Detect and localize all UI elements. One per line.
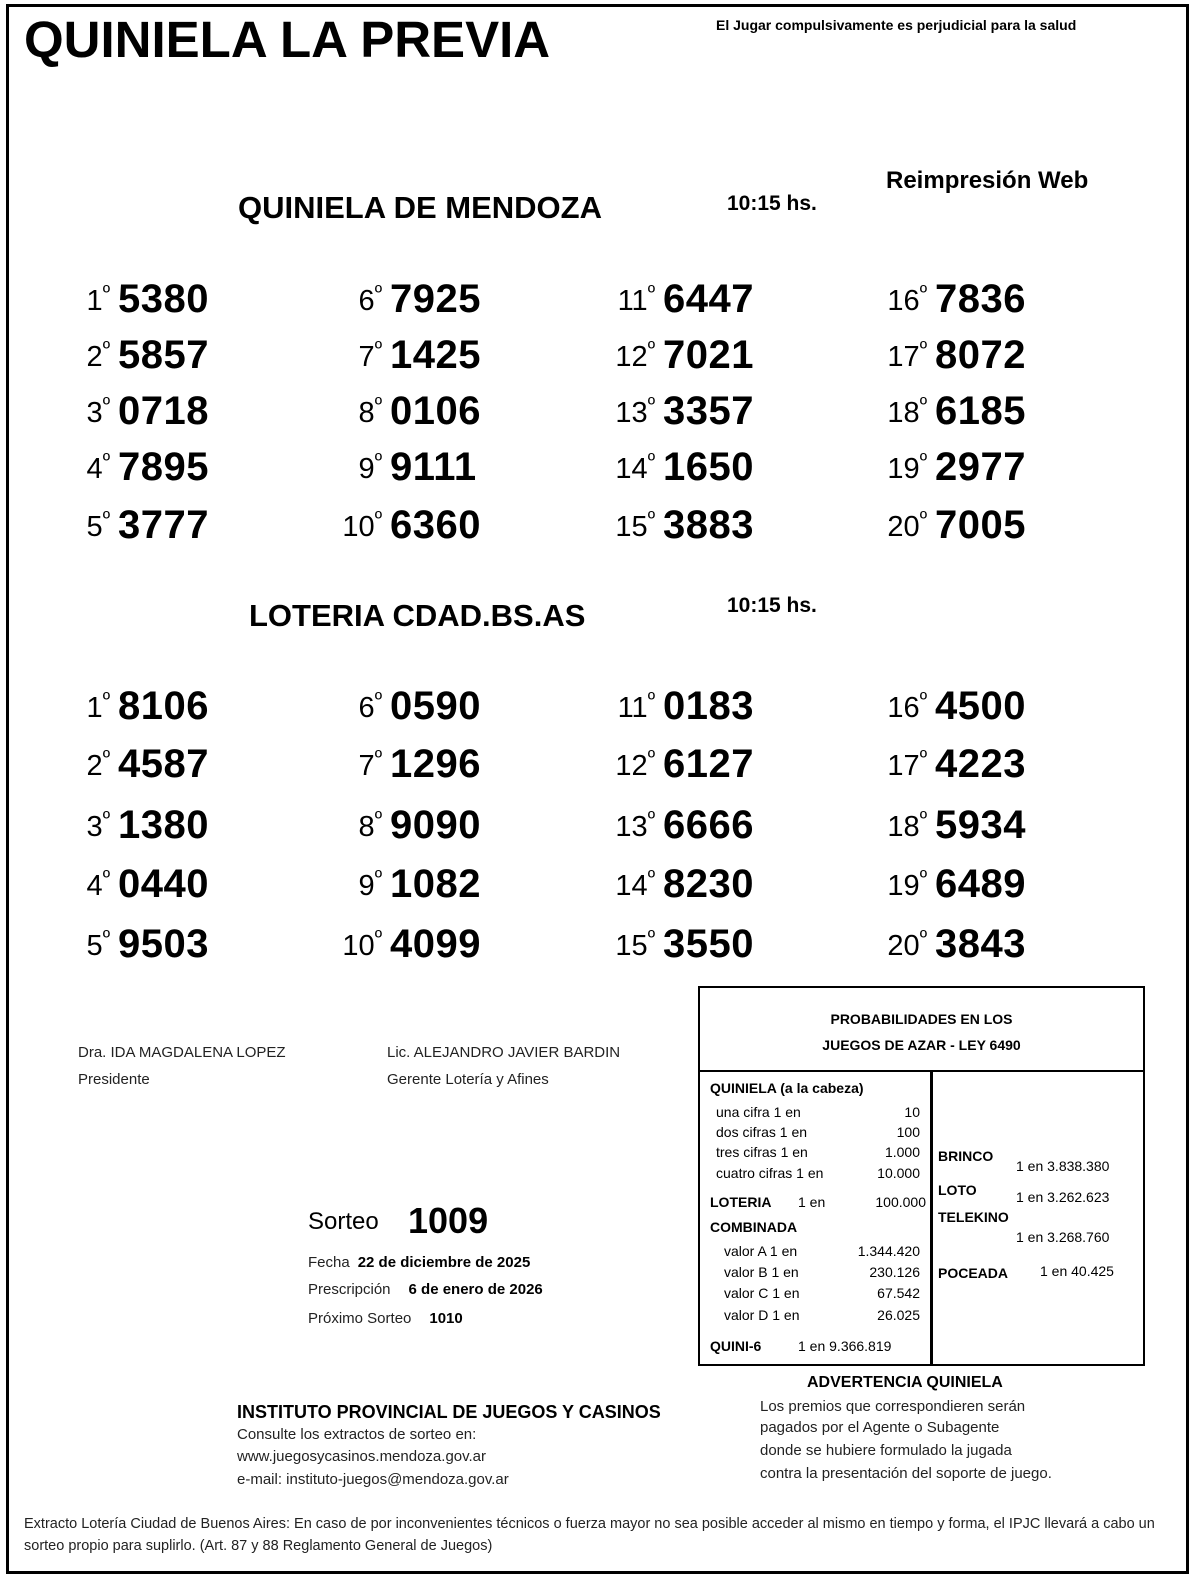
signature-left-role: Presidente	[78, 1071, 150, 1088]
result-position-number: 14	[615, 453, 648, 485]
proximo-row	[308, 1310, 463, 1327]
ordinal-mark: º	[374, 338, 382, 360]
result-position	[615, 808, 655, 844]
ordinal-mark: º	[647, 508, 655, 530]
result-number: 1296	[390, 742, 481, 786]
result-position-number: 5	[86, 511, 103, 543]
result-cell	[545, 796, 805, 852]
result-number: 4500	[935, 684, 1026, 728]
ordinal-mark: º	[102, 282, 110, 304]
result-number: 9090	[390, 803, 481, 847]
ordinal-mark: º	[919, 282, 927, 304]
result-cell	[817, 735, 1077, 791]
result-cell	[545, 382, 805, 438]
result-position-number: 9	[358, 453, 375, 485]
result-number: 4587	[118, 742, 209, 786]
poceada-prob-value: 1 en 40.425	[1040, 1263, 1114, 1279]
result-position-number: 17	[887, 750, 920, 782]
result-cell	[817, 677, 1077, 733]
reprint-label: Reimpresión Web	[886, 167, 1089, 194]
advertencia-line: donde se hubiere formulado la jugada	[760, 1442, 1012, 1459]
ordinal-mark: º	[102, 338, 110, 360]
result-cell	[0, 496, 260, 552]
result-number: 1082	[390, 862, 481, 906]
fecha-label: Fecha	[308, 1254, 350, 1271]
result-cell	[0, 735, 260, 791]
advertencia-line: contra la presentación del soporte de juego.	[760, 1465, 1052, 1482]
brinco-prob-value: 1 en 3.838.380	[1016, 1158, 1110, 1174]
result-cell	[272, 915, 532, 971]
loteria-prob-value: 100.000	[875, 1194, 926, 1210]
prescripcion-value: 6 de enero de 2026	[408, 1281, 543, 1298]
result-position-number: 10	[342, 930, 375, 962]
result-position	[359, 689, 382, 725]
ordinal-mark: º	[647, 338, 655, 360]
institute-website: www.juegosycasinos.mendoza.gov.ar	[237, 1448, 487, 1465]
ordinal-mark: º	[374, 689, 382, 711]
result-position-number: 2	[86, 750, 103, 782]
result-number: 3843	[935, 922, 1026, 966]
section-title-mendoza: QUINIELA DE MENDOZA	[238, 190, 602, 225]
ordinal-mark: º	[374, 450, 382, 472]
result-position-number: 8	[358, 811, 375, 843]
result-position-number: 7	[358, 341, 375, 373]
page-title: QUINIELA LA PREVIA	[24, 11, 551, 68]
telekino-prob-label: TELEKINO	[938, 1209, 1009, 1225]
quiniela-prob-value: 10	[904, 1104, 920, 1120]
result-cell	[545, 735, 805, 791]
result-position	[87, 808, 110, 844]
signature-right-name: Lic. ALEJANDRO JAVIER BARDIN	[387, 1044, 621, 1061]
result-cell	[0, 382, 260, 438]
result-cell	[272, 855, 532, 911]
result-position	[359, 450, 382, 486]
ordinal-mark: º	[647, 867, 655, 889]
ordinal-mark: º	[647, 394, 655, 416]
quiniela-prob-title: QUINIELA (a la cabeza)	[710, 1080, 864, 1096]
result-position	[87, 927, 110, 963]
result-number: 9503	[118, 922, 209, 966]
ordinal-mark: º	[374, 508, 382, 530]
result-position	[615, 394, 655, 430]
result-position	[887, 689, 927, 725]
prescripcion-label: Prescripción	[308, 1281, 391, 1298]
result-cell	[545, 677, 805, 733]
result-number: 3357	[663, 389, 754, 433]
result-number: 3883	[663, 503, 754, 547]
result-cell	[272, 326, 532, 382]
section-title-loteria: LOTERIA CDAD.BS.AS	[249, 598, 586, 633]
result-cell	[545, 496, 805, 552]
result-position	[887, 808, 927, 844]
ordinal-mark: º	[919, 867, 927, 889]
result-number: 8230	[663, 862, 754, 906]
result-position	[618, 282, 655, 318]
institute-consult-text: Consulte los extractos de sorteo en:	[237, 1426, 477, 1443]
result-position	[359, 808, 382, 844]
result-cell	[272, 677, 532, 733]
ordinal-mark: º	[919, 689, 927, 711]
result-cell	[545, 270, 805, 326]
result-cell	[0, 677, 260, 733]
result-position	[887, 338, 927, 374]
combinada-prob-value: 230.126	[869, 1264, 920, 1280]
ordinal-mark: º	[102, 450, 110, 472]
result-cell	[0, 326, 260, 382]
loteria-prob-label: LOTERIA	[710, 1194, 772, 1210]
result-position-number: 18	[887, 397, 920, 429]
result-position	[359, 867, 382, 903]
result-cell	[545, 438, 805, 494]
result-number: 1425	[390, 333, 481, 377]
result-position	[87, 450, 110, 486]
result-position-number: 3	[86, 811, 103, 843]
result-position	[615, 747, 655, 783]
result-position	[887, 450, 927, 486]
ordinal-mark: º	[919, 508, 927, 530]
result-position	[887, 867, 927, 903]
signature-right-role: Gerente Lotería y Afines	[387, 1071, 549, 1088]
ordinal-mark: º	[102, 508, 110, 530]
result-position-number: 1	[86, 285, 103, 317]
ordinal-mark: º	[102, 808, 110, 830]
result-number: 7005	[935, 503, 1026, 547]
prescripcion-row	[308, 1281, 543, 1298]
result-position	[618, 689, 655, 725]
result-cell	[817, 270, 1077, 326]
result-number: 1380	[118, 803, 209, 847]
result-number: 6360	[390, 503, 481, 547]
quiniela-prob-label: tres cifras 1 en	[716, 1144, 808, 1160]
result-cell	[0, 915, 260, 971]
ordinal-mark: º	[374, 747, 382, 769]
probabilities-box	[698, 986, 1145, 1366]
result-number: 1650	[663, 445, 754, 489]
result-position-number: 18	[887, 811, 920, 843]
result-position-number: 12	[615, 750, 648, 782]
result-cell	[545, 915, 805, 971]
result-position-number: 20	[887, 511, 920, 543]
result-number: 5857	[118, 333, 209, 377]
result-number: 2977	[935, 445, 1026, 489]
combinada-prob-value: 1.344.420	[857, 1243, 920, 1259]
section-time-mendoza: 10:15 hs.	[727, 192, 817, 215]
ordinal-mark: º	[374, 282, 382, 304]
result-number: 4223	[935, 742, 1026, 786]
result-position-number: 15	[615, 930, 648, 962]
result-cell	[817, 855, 1077, 911]
gambling-warning: El Jugar compulsivamente es perjudicial para la salud	[716, 17, 1077, 33]
result-position-number: 8	[358, 397, 375, 429]
ordinal-mark: º	[374, 394, 382, 416]
result-position-number: 11	[617, 285, 648, 317]
proximo-value: 1010	[429, 1310, 463, 1327]
quini6-prob-label: QUINI-6	[710, 1338, 762, 1354]
ordinal-mark: º	[102, 689, 110, 711]
ordinal-mark: º	[919, 808, 927, 830]
result-number: 7895	[118, 445, 209, 489]
institute-name: INSTITUTO PROVINCIAL DE JUEGOS Y CASINOS	[237, 1402, 661, 1422]
result-position	[887, 394, 927, 430]
result-cell	[0, 270, 260, 326]
ordinal-mark: º	[374, 927, 382, 949]
result-cell	[0, 796, 260, 852]
result-position	[359, 394, 382, 430]
result-position	[615, 508, 655, 544]
result-position	[87, 394, 110, 430]
result-position-number: 12	[615, 341, 648, 373]
result-position	[359, 338, 382, 374]
result-number: 6185	[935, 389, 1026, 433]
ordinal-mark: º	[647, 747, 655, 769]
result-number: 7925	[390, 277, 481, 321]
result-position-number: 16	[887, 692, 920, 724]
probabilities-divider	[930, 1072, 933, 1366]
result-position	[359, 282, 382, 318]
result-number: 9111	[390, 445, 477, 489]
result-number: 8106	[118, 684, 209, 728]
result-position-number: 3	[86, 397, 103, 429]
result-cell	[817, 796, 1077, 852]
result-position	[87, 689, 110, 725]
ordinal-mark: º	[374, 867, 382, 889]
combinada-prob-value: 26.025	[877, 1307, 920, 1323]
result-position	[342, 508, 382, 544]
result-position-number: 6	[358, 285, 375, 317]
result-position-number: 1	[86, 692, 103, 724]
result-cell	[272, 735, 532, 791]
result-number: 7021	[663, 333, 754, 377]
telekino-prob-value: 1 en 3.268.760	[1016, 1229, 1110, 1245]
poceada-prob-label: POCEADA	[938, 1265, 1009, 1281]
result-position-number: 4	[86, 870, 103, 902]
result-position	[887, 927, 927, 963]
result-number: 0590	[390, 684, 481, 728]
result-number: 5934	[935, 803, 1026, 847]
result-cell	[817, 382, 1077, 438]
result-number: 7836	[935, 277, 1026, 321]
result-position-number: 10	[342, 511, 375, 543]
probabilities-header	[700, 988, 1143, 1072]
result-cell	[0, 855, 260, 911]
result-position	[887, 508, 927, 544]
quiniela-prob-value: 1.000	[884, 1144, 920, 1160]
advertencia-title: ADVERTENCIA QUINIELA	[807, 1374, 1003, 1391]
result-position-number: 14	[615, 870, 648, 902]
quiniela-prob-label: cuatro cifras 1 en	[716, 1165, 824, 1181]
result-number: 3777	[118, 503, 209, 547]
quiniela-prob-value: 100	[896, 1124, 920, 1140]
ordinal-mark: º	[919, 394, 927, 416]
ordinal-mark: º	[919, 338, 927, 360]
result-number: 0106	[390, 389, 481, 433]
result-cell	[817, 915, 1077, 971]
ordinal-mark: º	[919, 747, 927, 769]
result-position	[615, 450, 655, 486]
ordinal-mark: º	[102, 927, 110, 949]
result-cell	[545, 855, 805, 911]
result-position-number: 5	[86, 930, 103, 962]
result-position-number: 11	[617, 692, 648, 724]
loto-prob-value: 1 en 3.262.623	[1016, 1189, 1110, 1205]
advertencia-line: Los premios que correspondieren serán	[760, 1398, 1026, 1415]
combinada-prob-label: valor D 1 en	[724, 1307, 800, 1323]
quini6-prob-value: 1 en 9.366.819	[798, 1338, 892, 1354]
result-number: 0183	[663, 684, 754, 728]
result-position-number: 13	[615, 397, 648, 429]
result-position	[887, 282, 927, 318]
brinco-prob-label: BRINCO	[938, 1148, 994, 1164]
ordinal-mark: º	[919, 450, 927, 472]
result-number: 6447	[663, 277, 754, 321]
quiniela-prob-label: una cifra 1 en	[716, 1104, 801, 1120]
result-position-number: 6	[358, 692, 375, 724]
result-number: 5380	[118, 277, 209, 321]
result-position-number: 13	[615, 811, 648, 843]
result-number: 0718	[118, 389, 209, 433]
result-position	[87, 867, 110, 903]
ordinal-mark: º	[647, 450, 655, 472]
fecha-row	[308, 1254, 530, 1271]
result-cell	[817, 496, 1077, 552]
result-number: 3550	[663, 922, 754, 966]
combinada-prob-label: valor B 1 en	[724, 1264, 799, 1280]
result-position-number: 19	[887, 870, 920, 902]
ordinal-mark: º	[647, 808, 655, 830]
result-position	[87, 282, 110, 318]
result-position	[87, 508, 110, 544]
result-position-number: 16	[887, 285, 920, 317]
result-cell	[817, 326, 1077, 382]
result-position	[615, 867, 655, 903]
result-position	[342, 927, 382, 963]
sorteo-label: Sorteo	[308, 1208, 379, 1235]
result-number: 8072	[935, 333, 1026, 377]
result-position	[615, 927, 655, 963]
advertencia-line: pagados por el Agente o Subagente	[760, 1419, 1000, 1436]
combinada-prob-title: COMBINADA	[710, 1219, 798, 1235]
footer-disclaimer: Extracto Lotería Ciudad de Buenos Aires: En caso de por inconvenientes técnicos o fuerza mayor no sea posible acceder al mismo en tiempo y forma, el IPJC llevará a cabo un sorteo propio para suplirlo. (Art. 87 y 88 Reglamento General de Juegos)	[24, 1516, 1155, 1554]
result-position-number: 9	[358, 870, 375, 902]
result-cell	[272, 496, 532, 552]
loteria-prob-en: 1 en	[798, 1194, 826, 1210]
result-position-number: 4	[86, 453, 103, 485]
loto-prob-label: LOTO	[938, 1182, 977, 1198]
result-number: 6489	[935, 862, 1026, 906]
ordinal-mark: º	[102, 747, 110, 769]
result-position-number: 20	[887, 930, 920, 962]
result-position-number: 7	[358, 750, 375, 782]
probabilities-title-line1: PROBABILIDADES EN LOS	[830, 1011, 1013, 1027]
signature-left-name: Dra. IDA MAGDALENA LOPEZ	[78, 1044, 286, 1061]
quiniela-prob-label: dos cifras 1 en	[716, 1124, 808, 1140]
result-cell	[272, 270, 532, 326]
ordinal-mark: º	[647, 282, 655, 304]
probabilities-title-line2: JUEGOS DE AZAR - LEY 6490	[822, 1037, 1021, 1053]
section-time-loteria: 10:15 hs.	[727, 594, 817, 617]
result-position-number: 15	[615, 511, 648, 543]
combinada-prob-value: 67.542	[877, 1285, 920, 1301]
result-number: 6127	[663, 742, 754, 786]
quiniela-prob-value: 10.000	[877, 1165, 920, 1181]
result-position	[887, 747, 927, 783]
result-position	[87, 747, 110, 783]
result-cell	[817, 438, 1077, 494]
ordinal-mark: º	[647, 927, 655, 949]
result-number: 4099	[390, 922, 481, 966]
result-position-number: 17	[887, 341, 920, 373]
result-position	[359, 747, 382, 783]
result-cell	[272, 796, 532, 852]
ordinal-mark: º	[102, 867, 110, 889]
result-cell	[272, 382, 532, 438]
combinada-prob-label: valor A 1 en	[724, 1243, 798, 1259]
sorteo-number: 1009	[408, 1200, 489, 1241]
ordinal-mark: º	[919, 927, 927, 949]
ordinal-mark: º	[374, 808, 382, 830]
result-position-number: 19	[887, 453, 920, 485]
result-number: 6666	[663, 803, 754, 847]
ordinal-mark: º	[102, 394, 110, 416]
result-position	[87, 338, 110, 374]
institute-email: e-mail: instituto-juegos@mendoza.gov.ar	[237, 1471, 509, 1488]
result-position	[615, 338, 655, 374]
proximo-label: Próximo Sorteo	[308, 1310, 412, 1327]
result-number: 0440	[118, 862, 209, 906]
result-cell	[545, 326, 805, 382]
result-cell	[0, 438, 260, 494]
fecha-value: 22 de diciembre de 2025	[357, 1254, 531, 1271]
combinada-prob-label: valor C 1 en	[724, 1285, 800, 1301]
ordinal-mark: º	[647, 689, 655, 711]
result-cell	[272, 438, 532, 494]
result-position-number: 2	[86, 341, 103, 373]
